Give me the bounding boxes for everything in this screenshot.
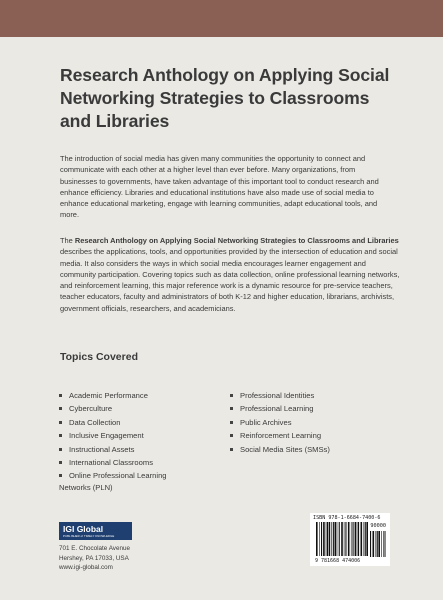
address-line-1: 701 E. Chocolate Avenue <box>59 545 130 552</box>
barcode-bar <box>339 522 340 556</box>
barcode-bar <box>386 531 387 557</box>
publisher-logo-tagline: PUBLISHER of TIMELY KNOWLEDGE <box>63 533 115 538</box>
topic-item: Data Collection <box>59 416 224 429</box>
publisher-logo <box>59 522 132 540</box>
topic-item: Academic Performance <box>59 389 224 402</box>
barcode-bar <box>333 522 334 556</box>
address-line-2: Hershey, PA 17033, USA <box>59 554 129 562</box>
description-paragraph <box>60 235 400 314</box>
topic-item: Professional Identities <box>230 389 370 402</box>
barcode-bar <box>364 522 365 556</box>
topic-item: Professional Learning <box>230 402 370 415</box>
topics-list-right <box>230 389 370 456</box>
barcode-bar <box>331 522 332 556</box>
barcode-bar <box>341 522 343 556</box>
barcode-bar <box>353 522 354 556</box>
barcode-bar <box>351 522 352 556</box>
topic-item: Reinforcement Learning <box>230 429 370 442</box>
barcode-bar <box>376 531 377 557</box>
barcode-bar <box>357 522 358 556</box>
barcode-bar <box>365 522 366 556</box>
topic-item: International Classrooms <box>59 456 224 469</box>
publisher-website: www.igi-global.com <box>59 564 113 571</box>
topic-item: Online Professional Learning <box>59 469 224 482</box>
barcode-bar <box>381 531 382 557</box>
barcode-bar <box>383 531 384 557</box>
topics-list-left <box>59 389 224 483</box>
barcode-bar <box>361 522 363 556</box>
intro-paragraph: The introduction of social media has given many communities the opportunity to connect and communicate with each other at a higher level than ever before. Many organizations, from businesses to governments, have taken advantage of this important tool to conduct research and enhance efficiency. Libraries and educational institutions have also made use of social media to enhance educational marketing, engage with learning communities, adapt educational tools, and more. <box>60 154 379 220</box>
book-title: Research Anthology on Applying Social Networking Strategies to Classrooms and Libraries <box>60 65 390 131</box>
topic-item: Inclusive Engagement <box>59 429 224 442</box>
barcode-bar <box>377 531 378 557</box>
publisher-logo-name: IGI Global <box>63 523 104 534</box>
description-rest: describes the applications, tools, and opportunities provided by the intersection of education and social media. It also considers the ways in which social media encourages learner engagement and community participation. Covering topics such as data collection, online professional learning networks, and reinforcement learning, this major reference work is a dynamic resource for pre-service teachers, teacher educators, faculty and administrators of both K-12 and higher education, librarians, archivists, government officials, researchers, and academicians. <box>60 247 400 313</box>
topic-item: Instructional Assets <box>59 443 224 456</box>
barcode <box>310 513 390 566</box>
barcode-bar <box>319 522 320 556</box>
topic-item: Public Archives <box>230 416 370 429</box>
barcode-bar <box>370 531 371 557</box>
barcode-bar <box>358 522 359 556</box>
barcode-bar <box>378 531 380 557</box>
publisher-address <box>59 544 130 573</box>
barcode-bar <box>335 522 337 556</box>
barcode-bar <box>326 522 327 556</box>
description-lead: The <box>60 236 75 245</box>
barcode-bar <box>329 522 331 556</box>
barcode-bar <box>323 522 325 556</box>
barcode-bar <box>321 522 322 556</box>
barcode-digits: 9 781668 474006 <box>315 558 361 564</box>
price-code-bars <box>370 531 386 557</box>
barcode-bar <box>327 522 328 556</box>
price-code: 90000 <box>370 523 386 529</box>
isbn-label: ISBN 978-1-6684-7400-6 <box>313 515 381 521</box>
barcode-bar <box>366 522 368 556</box>
barcode-bar <box>355 522 357 556</box>
barcode-bar <box>348 522 350 556</box>
barcode-bar <box>344 522 345 556</box>
topics-heading: Topics Covered <box>60 351 138 363</box>
barcode-bar <box>316 522 318 556</box>
barcode-bar <box>345 522 346 556</box>
barcode-bars <box>316 522 368 556</box>
top-color-band <box>0 0 443 37</box>
topic-item: Social Media Sites (SMSs) <box>230 443 370 456</box>
topic-item: Cyberculture <box>59 402 224 415</box>
barcode-bar <box>337 522 338 556</box>
barcode-bar <box>373 531 375 557</box>
description-book-title: Research Anthology on Applying Social Networking Strategies to Classrooms and Libraries <box>74 236 399 245</box>
topic-item-continuation: Networks (PLN) <box>59 483 113 492</box>
